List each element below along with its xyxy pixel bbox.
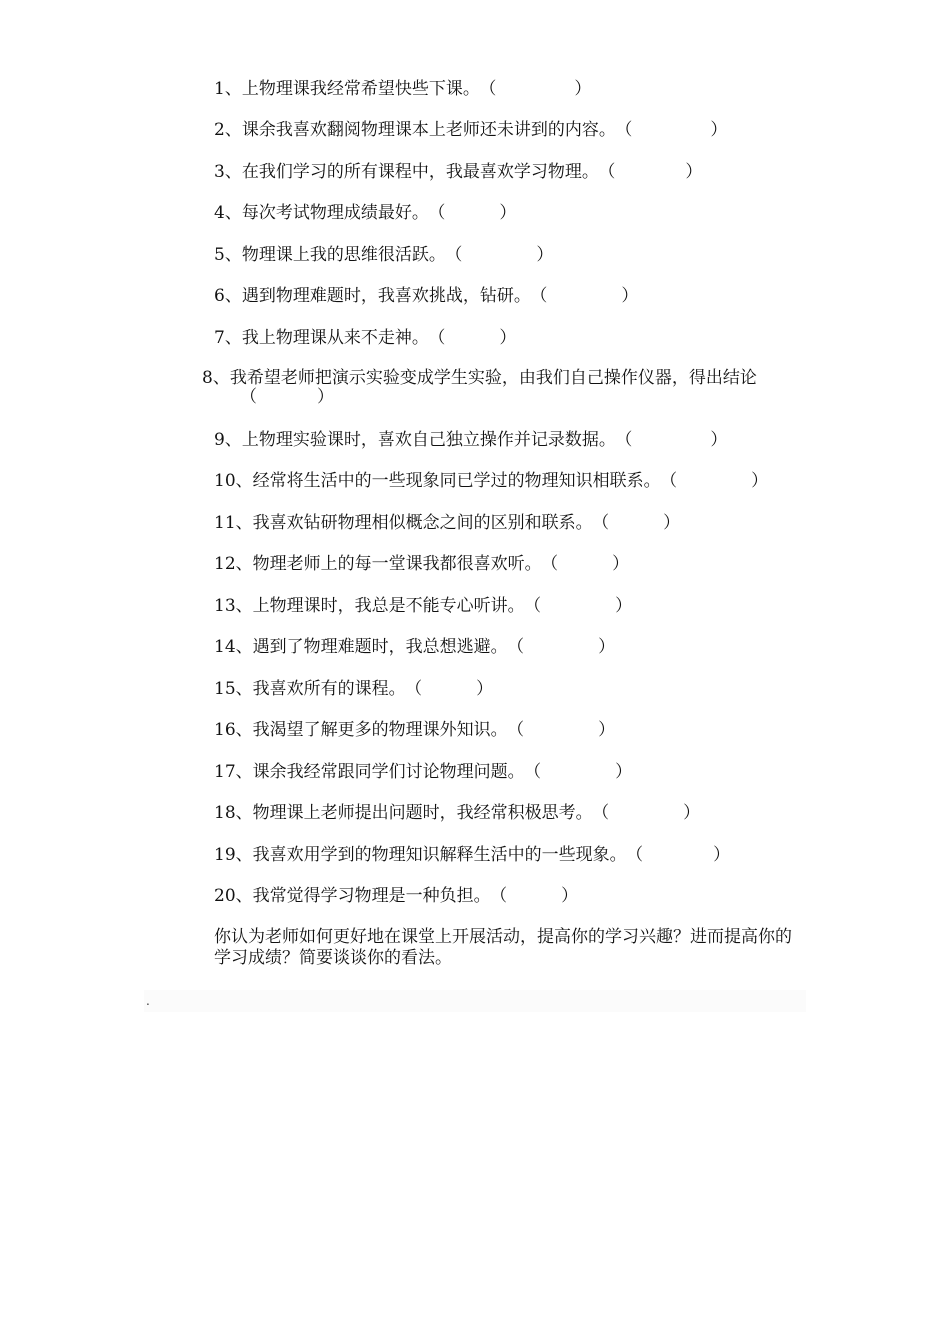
answer-blank-close: ） (751, 471, 769, 491)
question-text: 我喜欢用学到的物理知识解释生活中的一些现象。 (252, 845, 627, 865)
answer-blank-open: （ (515, 720, 525, 740)
question-text: 我希望老师把演示实验变成学生实验，由我们自己操作仪器，得出结论 (229, 368, 757, 388)
answer-blank-close: ） (499, 328, 517, 348)
question-item (214, 162, 702, 182)
question-item (214, 596, 632, 616)
question-item (214, 803, 700, 823)
question-number: 15、 (214, 679, 253, 699)
open-question-prompt: 你认为老师如何更好地在课堂上开展活动，提高你的学习兴趣？进而提高你的学习成绩？简要谈谈你的看法。 (214, 927, 792, 968)
question-item (214, 554, 629, 574)
question-text: 物理课上我的思维很活跃。 (241, 245, 446, 265)
answer-blank-close: ） (317, 387, 334, 407)
question-8 (202, 369, 808, 407)
question-number: 8、 (202, 368, 230, 388)
footer-band (144, 990, 806, 1012)
answer-blank-close: ） (615, 762, 633, 782)
question-text: 经常将生活中的一些现象同已学过的物理知识相联系。 (252, 471, 661, 491)
answer-blank-close: ） (612, 554, 630, 574)
answer-blank-open: （ (623, 430, 633, 450)
answer-blank-close: ） (713, 845, 731, 865)
question-text: 在我们学习的所有课程中，我最喜欢学习物理。 (241, 162, 599, 182)
answer-blank-open: （ (240, 387, 257, 407)
answer-blank-open: （ (668, 471, 678, 491)
question-item (214, 886, 578, 906)
answer-blank-open: （ (549, 554, 559, 574)
answer-blank-open: （ (436, 203, 446, 223)
answer-blank-close: ） (621, 286, 639, 306)
question-number: 5、 (214, 245, 242, 265)
question-item (214, 513, 680, 533)
question-text: 上物理实验课时，喜欢自己独立操作并记录数据。 (241, 430, 616, 450)
answer-blank-open: （ (606, 162, 616, 182)
question-item (214, 203, 516, 223)
answer-blank-open: （ (453, 245, 463, 265)
question-item (214, 720, 615, 740)
answer-blank-close: ） (574, 79, 592, 99)
question-number: 7、 (214, 328, 242, 348)
answer-blank-open: （ (413, 679, 423, 699)
question-item (214, 471, 768, 491)
answer-blank-open: （ (515, 637, 525, 657)
question-text: 我喜欢钻研物理相似概念之间的区别和联系。 (252, 513, 593, 533)
answer-blank-close: ） (615, 596, 633, 616)
question-item (214, 845, 730, 865)
answer-blank-open: （ (436, 328, 446, 348)
question-number: 9、 (214, 430, 242, 450)
question-item (214, 430, 727, 450)
question-text: 遇到物理难题时，我喜欢挑战，钻研。 (241, 286, 531, 306)
answer-blank-close: ） (561, 886, 579, 906)
question-text: 课余我经常跟同学们讨论物理问题。 (252, 762, 525, 782)
answer-blank-open: （ (532, 596, 542, 616)
answer-blank-open: （ (623, 120, 633, 140)
answer-blank-close: ） (710, 430, 728, 450)
answer-blank-close: ） (685, 162, 703, 182)
question-text: 上物理课我经常希望快些下课。 (241, 79, 480, 99)
question-number: 14、 (214, 637, 253, 657)
question-number: 13、 (214, 596, 253, 616)
question-item (214, 245, 553, 265)
question-text: 课余我喜欢翻阅物理课本上老师还未讲到的内容。 (241, 120, 616, 140)
answer-blank-open: （ (634, 845, 644, 865)
answer-blank-open: （ (487, 79, 497, 99)
question-text: 我喜欢所有的课程。 (252, 679, 406, 699)
answer-blank-close: ） (499, 203, 517, 223)
question-number: 18、 (214, 803, 253, 823)
question-number: 2、 (214, 120, 242, 140)
question-text: 上物理课时，我总是不能专心听讲。 (252, 596, 525, 616)
question-text: 每次考试物理成绩最好。 (241, 203, 429, 223)
question-item (214, 120, 727, 140)
answer-blank-open: （ (600, 513, 610, 533)
answer-blank-close: ） (536, 245, 554, 265)
footer-mark: . (146, 994, 150, 1008)
answer-blank-close: ） (598, 720, 616, 740)
answer-blank-close: ） (476, 679, 494, 699)
question-item (214, 79, 591, 99)
question-number: 12、 (214, 554, 253, 574)
question-number: 11、 (214, 513, 253, 533)
question-number: 16、 (214, 720, 253, 740)
answer-blank-close: ） (683, 803, 701, 823)
question-number: 19、 (214, 845, 253, 865)
answer-blank-open: （ (532, 762, 542, 782)
question-item (214, 637, 615, 657)
question-text: 物理老师上的每一堂课我都很喜欢听。 (252, 554, 542, 574)
question-item (214, 328, 516, 348)
question-number: 20、 (214, 886, 253, 906)
question-text: 我渴望了解更多的物理课外知识。 (252, 720, 508, 740)
question-text: 物理课上老师提出问题时，我经常积极思考。 (252, 803, 593, 823)
answer-blank-close: ） (710, 120, 728, 140)
answer-blank-open: （ (498, 886, 508, 906)
question-text: 我上物理课从来不走神。 (241, 328, 429, 348)
answer-blank-open: （ (600, 803, 610, 823)
question-text: 遇到了物理难题时，我总想逃避。 (252, 637, 508, 657)
answer-blank-close: ） (663, 513, 681, 533)
answer-blank-open: （ (538, 286, 548, 306)
question-item (214, 762, 632, 782)
question-number: 10、 (214, 471, 253, 491)
question-number: 17、 (214, 762, 253, 782)
question-item (214, 286, 638, 306)
question-item (214, 679, 493, 699)
question-text: 我常觉得学习物理是一种负担。 (252, 886, 491, 906)
answer-blank-close: ） (598, 637, 616, 657)
question-number: 1、 (214, 79, 242, 99)
question-number: 3、 (214, 162, 242, 182)
question-number: 4、 (214, 203, 242, 223)
question-number: 6、 (214, 286, 242, 306)
